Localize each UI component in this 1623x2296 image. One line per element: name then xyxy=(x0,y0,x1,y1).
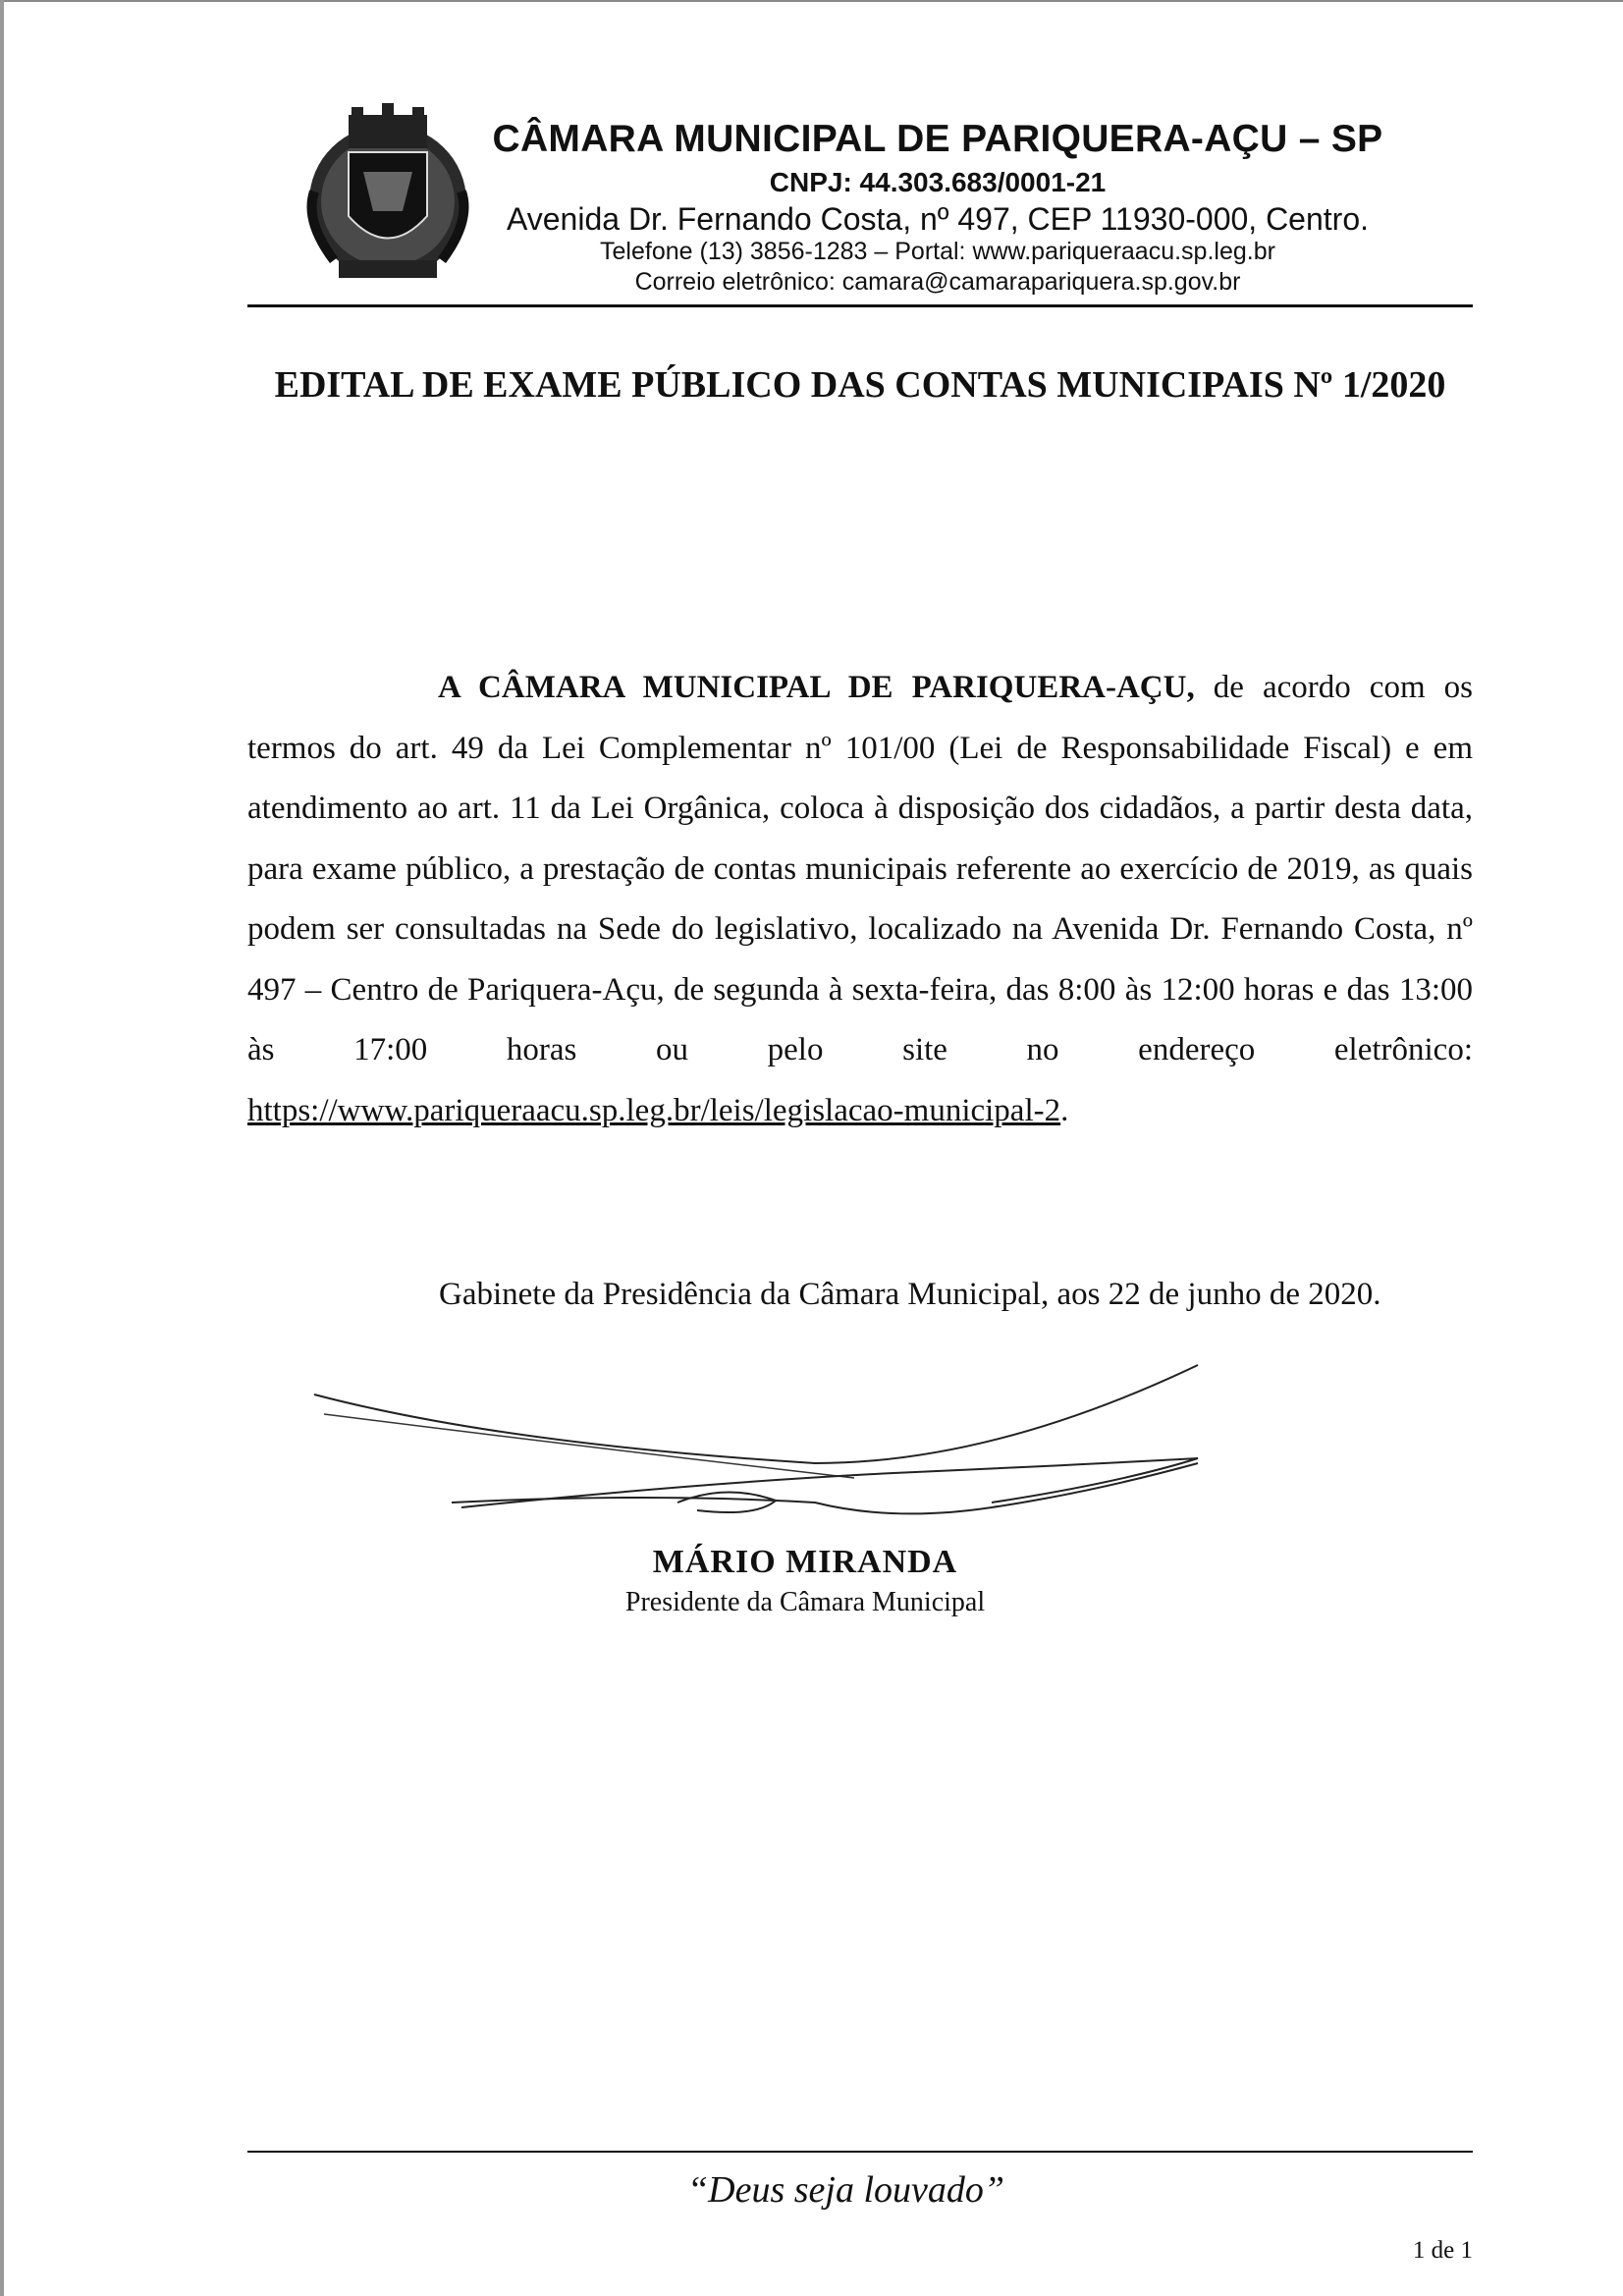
closing-line: Gabinete da Presidência da Câmara Municipal, aos 22 de junho de 2020. xyxy=(439,1277,1381,1312)
page-number: 1 de 1 xyxy=(1412,2237,1473,2264)
signer-role: Presidente da Câmara Municipal xyxy=(624,1587,986,1617)
institution-name: CÂMARA MUNICIPAL DE PARIQUERA-AÇU – SP xyxy=(492,118,1383,160)
institution-phone: Telefone (13) 3856-1283 – Portal: www.pariqueraacu.sp.leg.br xyxy=(600,238,1275,265)
scan-edge-left xyxy=(0,0,4,2296)
institution-address: Avenida Dr. Fernando Costa, nº 497, CEP 11930-000, Centro. xyxy=(506,201,1369,237)
scan-edge-top xyxy=(0,0,1623,2)
body-end: . xyxy=(1060,1092,1069,1128)
header-divider xyxy=(247,304,1473,307)
document-title: EDITAL DE EXAME PÚBLICO DAS CONTAS MUNICIPAIS Nº 1/2020 xyxy=(274,364,1446,406)
institution-cnpj: CNPJ: 44.303.683/0001-21 xyxy=(769,167,1107,197)
legislation-link[interactable]: https://www.pariqueraacu.sp.leg.br/leis/legislacao-municipal-2 xyxy=(247,1092,1061,1128)
footer-motto: “Deus seja louvado” xyxy=(687,2169,1004,2211)
signer-name: MÁRIO MIRANDA xyxy=(652,1544,958,1580)
body-lead: A CÂMARA MUNICIPAL DE PARIQUERA-AÇU, xyxy=(438,670,1195,705)
handwritten-signature xyxy=(304,1355,1217,1532)
municipal-coat-of-arms xyxy=(295,103,481,290)
footer-divider xyxy=(247,2151,1473,2153)
document-body xyxy=(247,658,1473,1141)
institution-email: Correio eletrônico: camara@camarapariquera.sp.gov.br xyxy=(634,268,1241,296)
body-text: de acordo com os termos do art. 49 da Lei Complementar nº 101/00 (Lei de Responsabilidade Fiscal) e em atendimento ao art. 11 da Lei Orgânica, coloca à disposição dos cidadãos, a partir desta data, para exame público, a prestação de contas municipais referente ao exercício de 2019, as quais podem ser consultadas na Sede do legislativo, localizado na Avenida Dr. Fernando Costa, nº 497 – Centro de Pariquera-Açu, de segunda à sexta-feira, das 8:00 às 12:00 horas e das 13:00 às 17:00 horas ou pelo site no endereço eletrônico: xyxy=(247,670,1474,1067)
